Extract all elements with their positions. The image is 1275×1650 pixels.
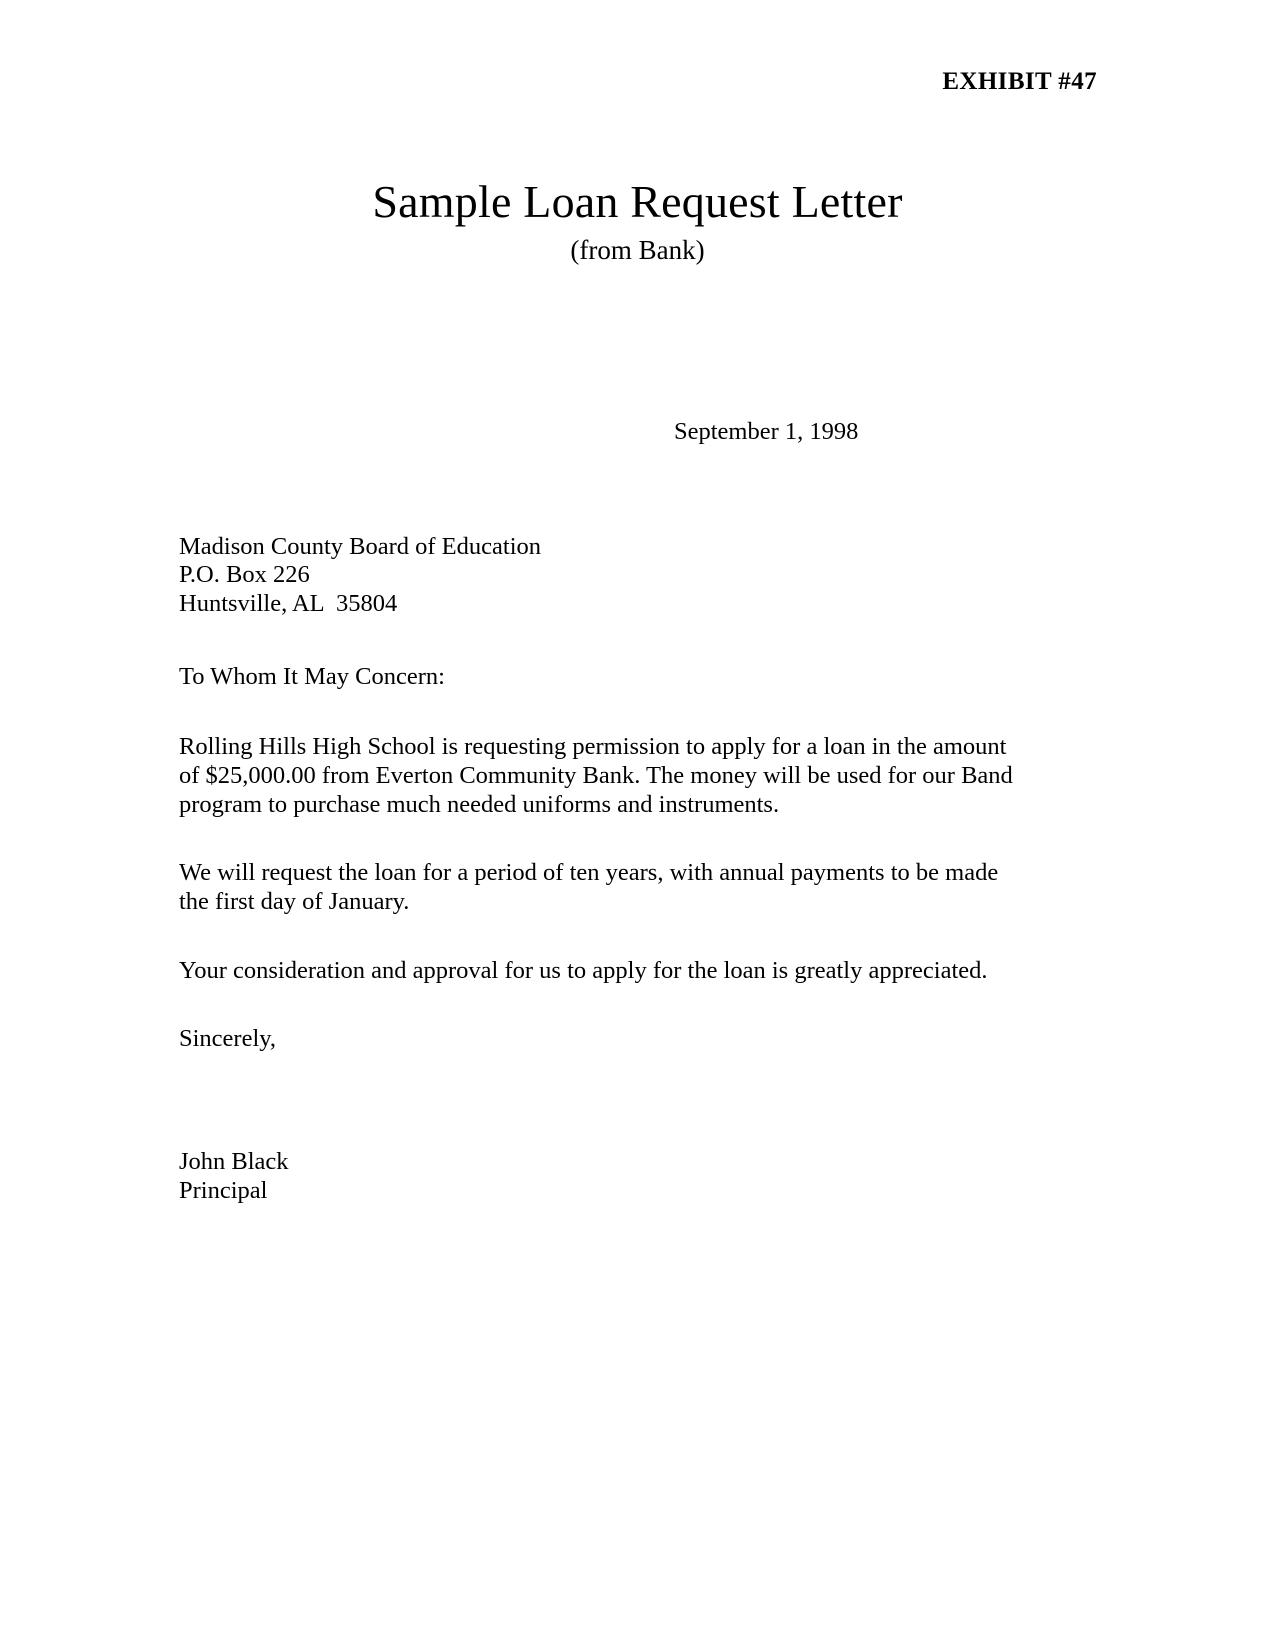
signer-title: Principal — [179, 1176, 268, 1204]
recipient-address — [179, 533, 1014, 619]
closing-line: Sincerely, — [179, 1025, 277, 1053]
exhibit-label: EXHIBIT #47 — [942, 68, 1097, 95]
signer-name: John Black — [179, 1147, 289, 1175]
recipient-line-3: Huntsville, AL 35804 — [179, 589, 398, 617]
body-paragraph-3: Your consideration and approval for us to apply for the loan is greatly appreciated. — [179, 956, 988, 984]
recipient-line-1: Madison County Board of Education — [179, 532, 542, 560]
page-title: Sample Loan Request Letter — [372, 176, 903, 227]
body-paragraph-1: Rolling Hills High School is requesting permission to apply for a loan in the amount of $25,000.00 from Everton Community Bank. The money will be used for our Band program to purchase much needed uniforms and instruments. — [179, 733, 1013, 818]
body-paragraph-2: We will request the loan for a period of ten years, with annual payments to be made the first day of January. — [179, 859, 999, 915]
signature-block — [179, 1148, 1014, 1205]
salutation: To Whom It May Concern: — [179, 662, 445, 690]
letter-date: September 1, 1998 — [674, 418, 859, 445]
letter-body — [179, 418, 1014, 1205]
recipient-line-2: P.O. Box 226 — [179, 561, 310, 589]
page-subtitle: (from Bank) — [570, 235, 705, 266]
title-block — [0, 178, 1275, 267]
